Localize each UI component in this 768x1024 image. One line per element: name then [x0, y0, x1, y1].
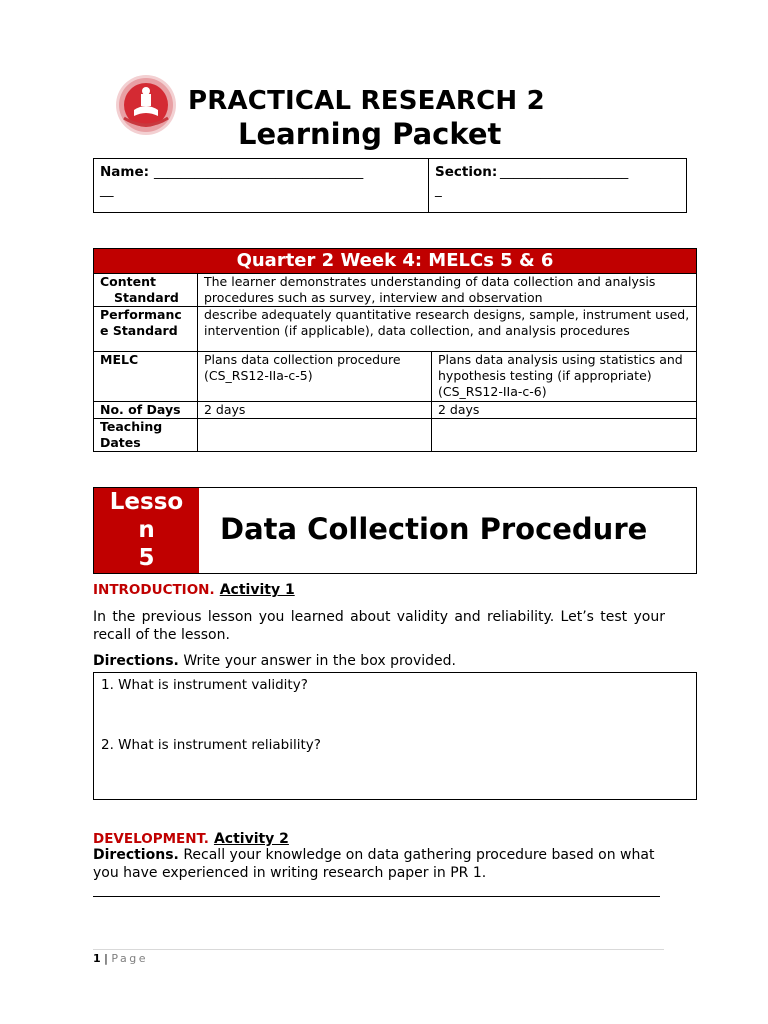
page-number: 1	[93, 952, 101, 965]
school-seal-icon	[110, 74, 182, 136]
name-label: Name:	[100, 164, 150, 180]
page-word: Page	[111, 952, 149, 965]
teaching-dates-5[interactable]	[198, 419, 432, 452]
packet-subtitle: Learning Packet	[238, 117, 502, 151]
days-label: No. of Days	[94, 402, 198, 419]
question-2: 2. What is instrument reliability?	[101, 737, 321, 753]
melc-table-header: Quarter 2 Week 4: MELCs 5 & 6	[94, 249, 697, 274]
content-standard-label: Content Standard	[94, 274, 198, 307]
question-1: 1. What is instrument validity?	[101, 677, 308, 693]
performance-standard-text: describe adequately quantitative research designs, sample, instrument used, intervention (if applicable), data collection, and analysis procedures	[198, 307, 697, 352]
answer-line[interactable]	[93, 896, 660, 897]
packet-title: PRACTICAL RESEARCH 2	[188, 86, 545, 116]
section-label: Section:	[435, 164, 498, 180]
introduction-text: In the previous lesson you learned about validity and reliability. Let’s test your recall of the lesson.	[93, 609, 665, 643]
activity-1-label: Activity 1	[219, 582, 295, 598]
name-field-continued: __	[100, 182, 114, 198]
answer-box[interactable]	[93, 672, 697, 800]
performance-standard-label: Performanc e Standard	[94, 307, 198, 352]
lesson-banner	[93, 487, 697, 574]
development-heading: DEVELOPMENT. Activity 2	[93, 831, 289, 847]
days-value-6: 2 days	[432, 402, 697, 419]
melc-5-text: Plans data collection procedure (CS_RS12-IIa-c-5)	[198, 352, 432, 402]
melc-label: MELC	[94, 352, 198, 402]
lesson-title: Data Collection Procedure	[220, 512, 648, 546]
development-directions: Directions. Recall your knowledge on data gathering procedure based on what you have experienced in writing research paper in PR 1.	[93, 847, 655, 881]
footer-divider	[93, 949, 664, 950]
student-info-box	[93, 158, 687, 213]
days-value-5: 2 days	[198, 402, 432, 419]
directions-1: Directions. Write your answer in the box provided.	[93, 653, 456, 669]
section-field-continued: _	[435, 182, 442, 198]
melc-6-text: Plans data analysis using statistics and hypothesis testing (if appropriate) (CS_RS12-IIa-c-6)	[432, 352, 697, 402]
page-footer: 1 | Page	[93, 952, 149, 965]
activity-2-label: Activity 2	[213, 831, 289, 847]
section-field[interactable]: ___________________	[500, 164, 629, 180]
name-field[interactable]: _______________________________	[154, 164, 364, 180]
teaching-dates-6[interactable]	[432, 419, 697, 452]
melc-table	[93, 248, 697, 452]
content-standard-text: The learner demonstrates understanding of data collection and analysis procedures such as survey, interview and observation	[198, 274, 697, 307]
teaching-dates-label: Teaching Dates	[94, 419, 198, 452]
introduction-heading: INTRODUCTION. Activity 1	[93, 582, 295, 598]
lesson-number-badge: Lesso n 5	[94, 488, 199, 573]
